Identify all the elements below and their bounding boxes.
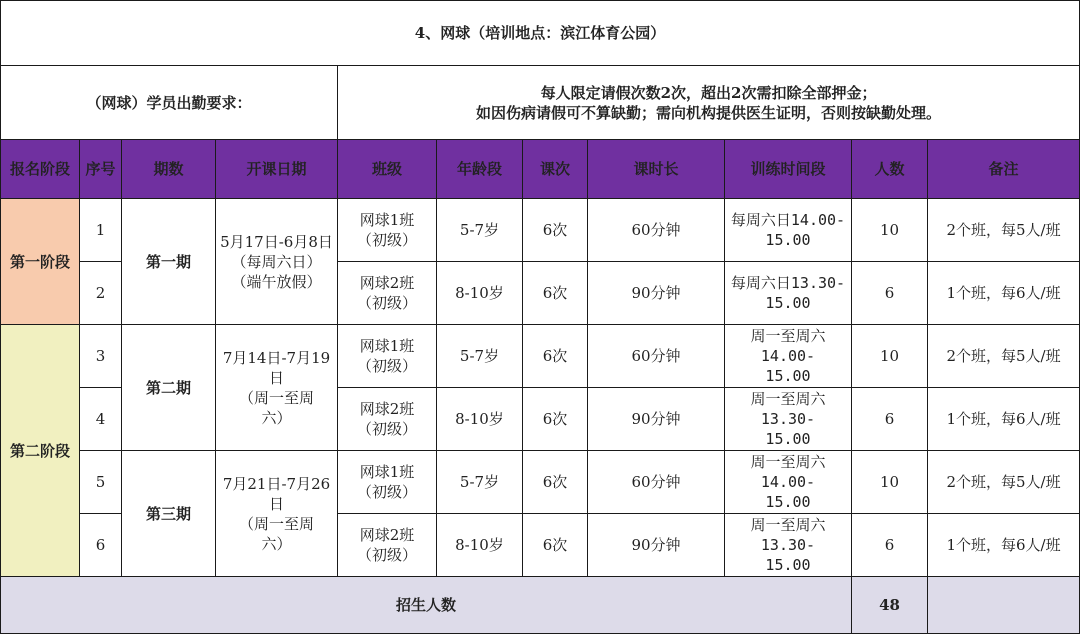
- header-start-date: 开课日期: [216, 140, 338, 199]
- header-age: 年龄段: [437, 140, 523, 199]
- sessions-cell: 6次: [523, 514, 588, 577]
- total-note-empty: [928, 577, 1080, 634]
- time-cell: 周一至周六13.30- 15.00: [725, 388, 852, 451]
- sheet-title: 4、网球（培训地点：滨江体育公园）: [1, 1, 1080, 66]
- row-no: 4: [80, 388, 122, 451]
- duration-cell: 90分钟: [588, 514, 725, 577]
- header-time: 训练时间段: [725, 140, 852, 199]
- header-duration: 课时长: [588, 140, 725, 199]
- start-date-cell: 7月14日-7月19 日 （周一至周 六）: [216, 325, 338, 451]
- count-cell: 10: [852, 199, 928, 262]
- age-cell: 8-10岁: [437, 388, 523, 451]
- stage-cell: 第二阶段: [1, 325, 80, 577]
- total-value: 48: [852, 577, 928, 634]
- age-cell: 5-7岁: [437, 325, 523, 388]
- duration-cell: 60分钟: [588, 199, 725, 262]
- attendance-requirement-label: （网球）学员出勤要求：: [1, 66, 338, 140]
- stage-cell: 第一阶段: [1, 199, 80, 325]
- period-cell: 第一期: [122, 199, 216, 325]
- count-cell: 6: [852, 262, 928, 325]
- header-count: 人数: [852, 140, 928, 199]
- time-cell: 每周六日13.30- 15.00: [725, 262, 852, 325]
- start-date-cell: 5月17日-6月8日 （每周六日） （端午放假）: [216, 199, 338, 325]
- sessions-cell: 6次: [523, 262, 588, 325]
- attendance-requirement-text: [338, 66, 1080, 140]
- note-cell: 1个班，每6人/班: [928, 514, 1080, 577]
- header-row: [1, 140, 1080, 199]
- class-cell: 网球1班 （初级）: [338, 325, 437, 388]
- row-no: 5: [80, 451, 122, 514]
- start-date-cell: 7月21日-7月26 日 （周一至周 六）: [216, 451, 338, 577]
- duration-cell: 90分钟: [588, 388, 725, 451]
- count-cell: 6: [852, 388, 928, 451]
- duration-cell: 60分钟: [588, 451, 725, 514]
- requirement-line-2: 如因伤病请假可不算缺勤；需向机构提供医生证明，否则按缺勤处理。: [476, 103, 942, 122]
- total-label: 招生人数: [1, 577, 852, 634]
- row-no: 6: [80, 514, 122, 577]
- note-cell: 1个班，每6人/班: [928, 388, 1080, 451]
- age-cell: 5-7岁: [437, 199, 523, 262]
- sessions-cell: 6次: [523, 199, 588, 262]
- count-cell: 6: [852, 514, 928, 577]
- time-cell: 周一至周六13.30- 15.00: [725, 514, 852, 577]
- time-cell: 每周六日14.00- 15.00: [725, 199, 852, 262]
- count-cell: 10: [852, 451, 928, 514]
- duration-cell: 60分钟: [588, 325, 725, 388]
- duration-cell: 90分钟: [588, 262, 725, 325]
- count-cell: 10: [852, 325, 928, 388]
- sessions-cell: 6次: [523, 388, 588, 451]
- row-no: 1: [80, 199, 122, 262]
- header-class: 班级: [338, 140, 437, 199]
- class-cell: 网球2班 （初级）: [338, 262, 437, 325]
- note-cell: 2个班，每5人/班: [928, 451, 1080, 514]
- requirement-line-1: 每人限定请假次数2次，超出2次需扣除全部押金；: [540, 83, 877, 102]
- table-row: [1, 451, 1080, 514]
- header-period: 期数: [122, 140, 216, 199]
- table-row: [1, 325, 1080, 388]
- period-cell: 第三期: [122, 451, 216, 577]
- age-cell: 5-7岁: [437, 451, 523, 514]
- note-cell: 2个班，每5人/班: [928, 199, 1080, 262]
- row-no: 3: [80, 325, 122, 388]
- class-cell: 网球1班 （初级）: [338, 451, 437, 514]
- time-cell: 周一至周六14.00- 15.00: [725, 325, 852, 388]
- sessions-cell: 6次: [523, 325, 588, 388]
- row-no: 2: [80, 262, 122, 325]
- header-note: 备注: [928, 140, 1080, 199]
- class-cell: 网球2班 （初级）: [338, 514, 437, 577]
- age-cell: 8-10岁: [437, 514, 523, 577]
- table-row: [1, 199, 1080, 262]
- header-sessions: 课次: [523, 140, 588, 199]
- sessions-cell: 6次: [523, 451, 588, 514]
- age-cell: 8-10岁: [437, 262, 523, 325]
- period-cell: 第二期: [122, 325, 216, 451]
- class-cell: 网球1班 （初级）: [338, 199, 437, 262]
- note-cell: 1个班，每6人/班: [928, 262, 1080, 325]
- total-row: [1, 577, 1080, 634]
- note-cell: 2个班，每5人/班: [928, 325, 1080, 388]
- header-no: 序号: [80, 140, 122, 199]
- header-stage: 报名阶段: [1, 140, 80, 199]
- class-cell: 网球2班 （初级）: [338, 388, 437, 451]
- time-cell: 周一至周六14.00- 15.00: [725, 451, 852, 514]
